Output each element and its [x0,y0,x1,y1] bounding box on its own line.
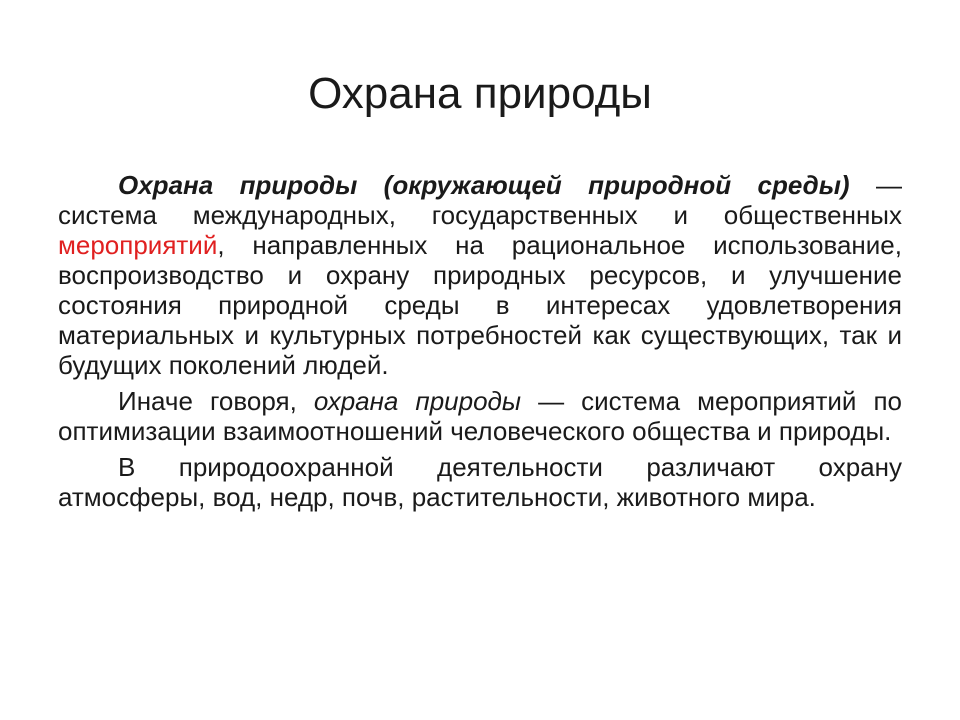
otherwise-term: охрана природы [313,386,522,416]
paragraph-definition [58,170,902,380]
slide-body [58,170,902,512]
slide-title: Охрана природы [308,69,652,118]
otherwise-text-start: Иначе говоря, [118,386,314,416]
highlighted-word: мероприятий [58,230,218,260]
definition-text-start: — система международных, государственных и общественных [58,170,902,230]
paragraph-otherwise [58,386,902,446]
definition-text-end: , направленных на рациональное использование, воспроизводство и охрану природных ресурсов, и улучшение состояния природной среды в интересах удовлетворения материальных и культурных потребностей как существующих, так и будущих поколений людей. [58,230,902,380]
paragraph-activities: В природоохранной деятельности различают охрану атмосферы, вод, недр, почв, растительности, животного мира. [58,452,902,512]
definition-term: Охрана природы (окружающей природной среды) [118,170,850,200]
otherwise-text-end: — система мероприятий по оптимизации взаимоотношений человеческого общества и природы. [58,386,902,446]
